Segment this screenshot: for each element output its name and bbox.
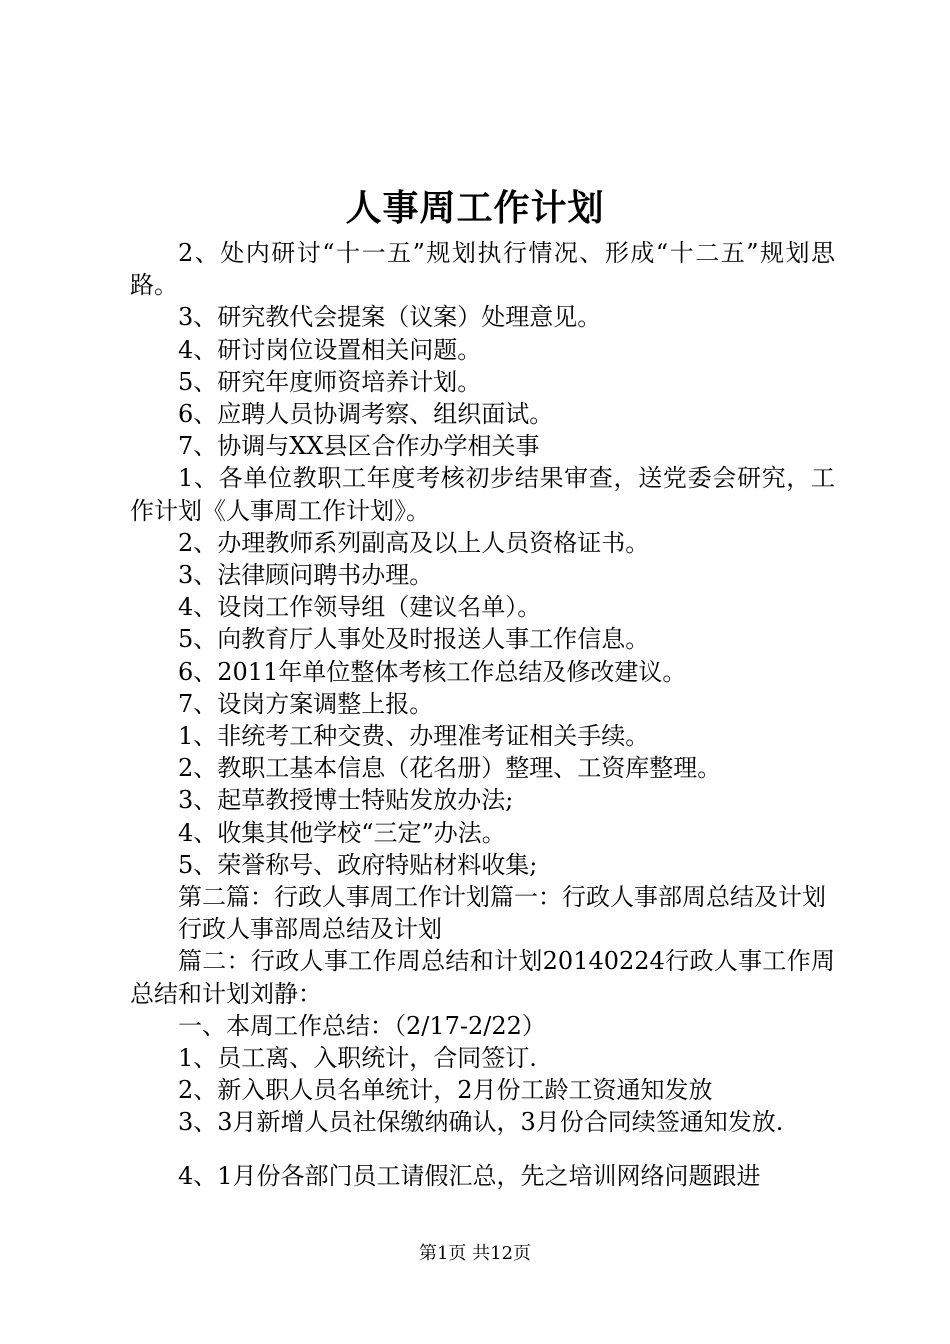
paragraph: 2、新入职人员名单统计，2月份工龄工资通知发放 [178,1076,713,1105]
paragraph: 6、应聘人员协调考察、组织面试。 [178,400,554,429]
document-title: 人事周工作计划 [345,187,605,229]
paragraph: 3、法律顾问聘书办理。 [178,561,434,590]
paragraph: 3、3月新增人员社保缴纳确认，3月份合同续签通知发放. [178,1108,784,1137]
paragraph: 5、荣誉称号、政府特贴材料收集; [178,850,538,879]
paragraph: 2、办理教师系列副高及以上人员资格证书。 [178,528,650,557]
paragraph: 2、处内研讨“十一五”规划执行情况、形成“十二五”规划思路。 [130,239,835,300]
paragraph: 4、1月份各部门员工请假汇总，先之培训网络问题跟进 [178,1161,761,1190]
document-body [130,237,835,1192]
paragraph: 2、教职工基本信息（花名册）整理、工资库整理。 [178,754,722,783]
paragraph: 3、起草教授博士特贴发放办法; [178,786,514,815]
section-heading: 第二篇：行政人事周工作计划篇一：行政人事部周总结及计划 [178,883,826,912]
paragraph: 1、各单位教职工年度考核初步结果审查，送党委会研究，工作计划《人事周工作计划》。 [130,464,835,525]
paragraph: 4、研讨岗位设置相关问题。 [178,335,482,364]
paragraph: 5、向教育厅人事处及时报送人事工作信息。 [178,625,650,654]
paragraph: 一、本周工作总结：（2/17-2/22） [178,1011,546,1040]
page-number: 第1页 共12页 [418,1243,532,1264]
paragraph: 行政人事部周总结及计划 [178,915,442,944]
paragraph: 6、2011年单位整体考核工作总结及修改建议。 [178,657,687,686]
paragraph: 5、研究年度师资培养计划。 [178,367,482,396]
paragraph: 4、设岗工作领导组（建议名单）。 [178,593,542,622]
paragraph: 7、协调与XX县区合作办学相关事 [178,432,540,461]
paragraph: 1、非统考工种交费、办理准考证相关手续。 [178,722,650,751]
paragraph: 7、设岗方案调整上报。 [178,689,434,718]
paragraph: 3、研究教代会提案（议案）处理意见。 [178,303,602,332]
paragraph: 篇二：行政人事工作周总结和计划20140224行政人事工作周总结和计划刘静： [130,947,835,1008]
paragraph: 1、员工离、入职统计，合同签订. [178,1044,537,1073]
paragraph: 4、收集其他学校“三定”办法。 [178,818,506,847]
